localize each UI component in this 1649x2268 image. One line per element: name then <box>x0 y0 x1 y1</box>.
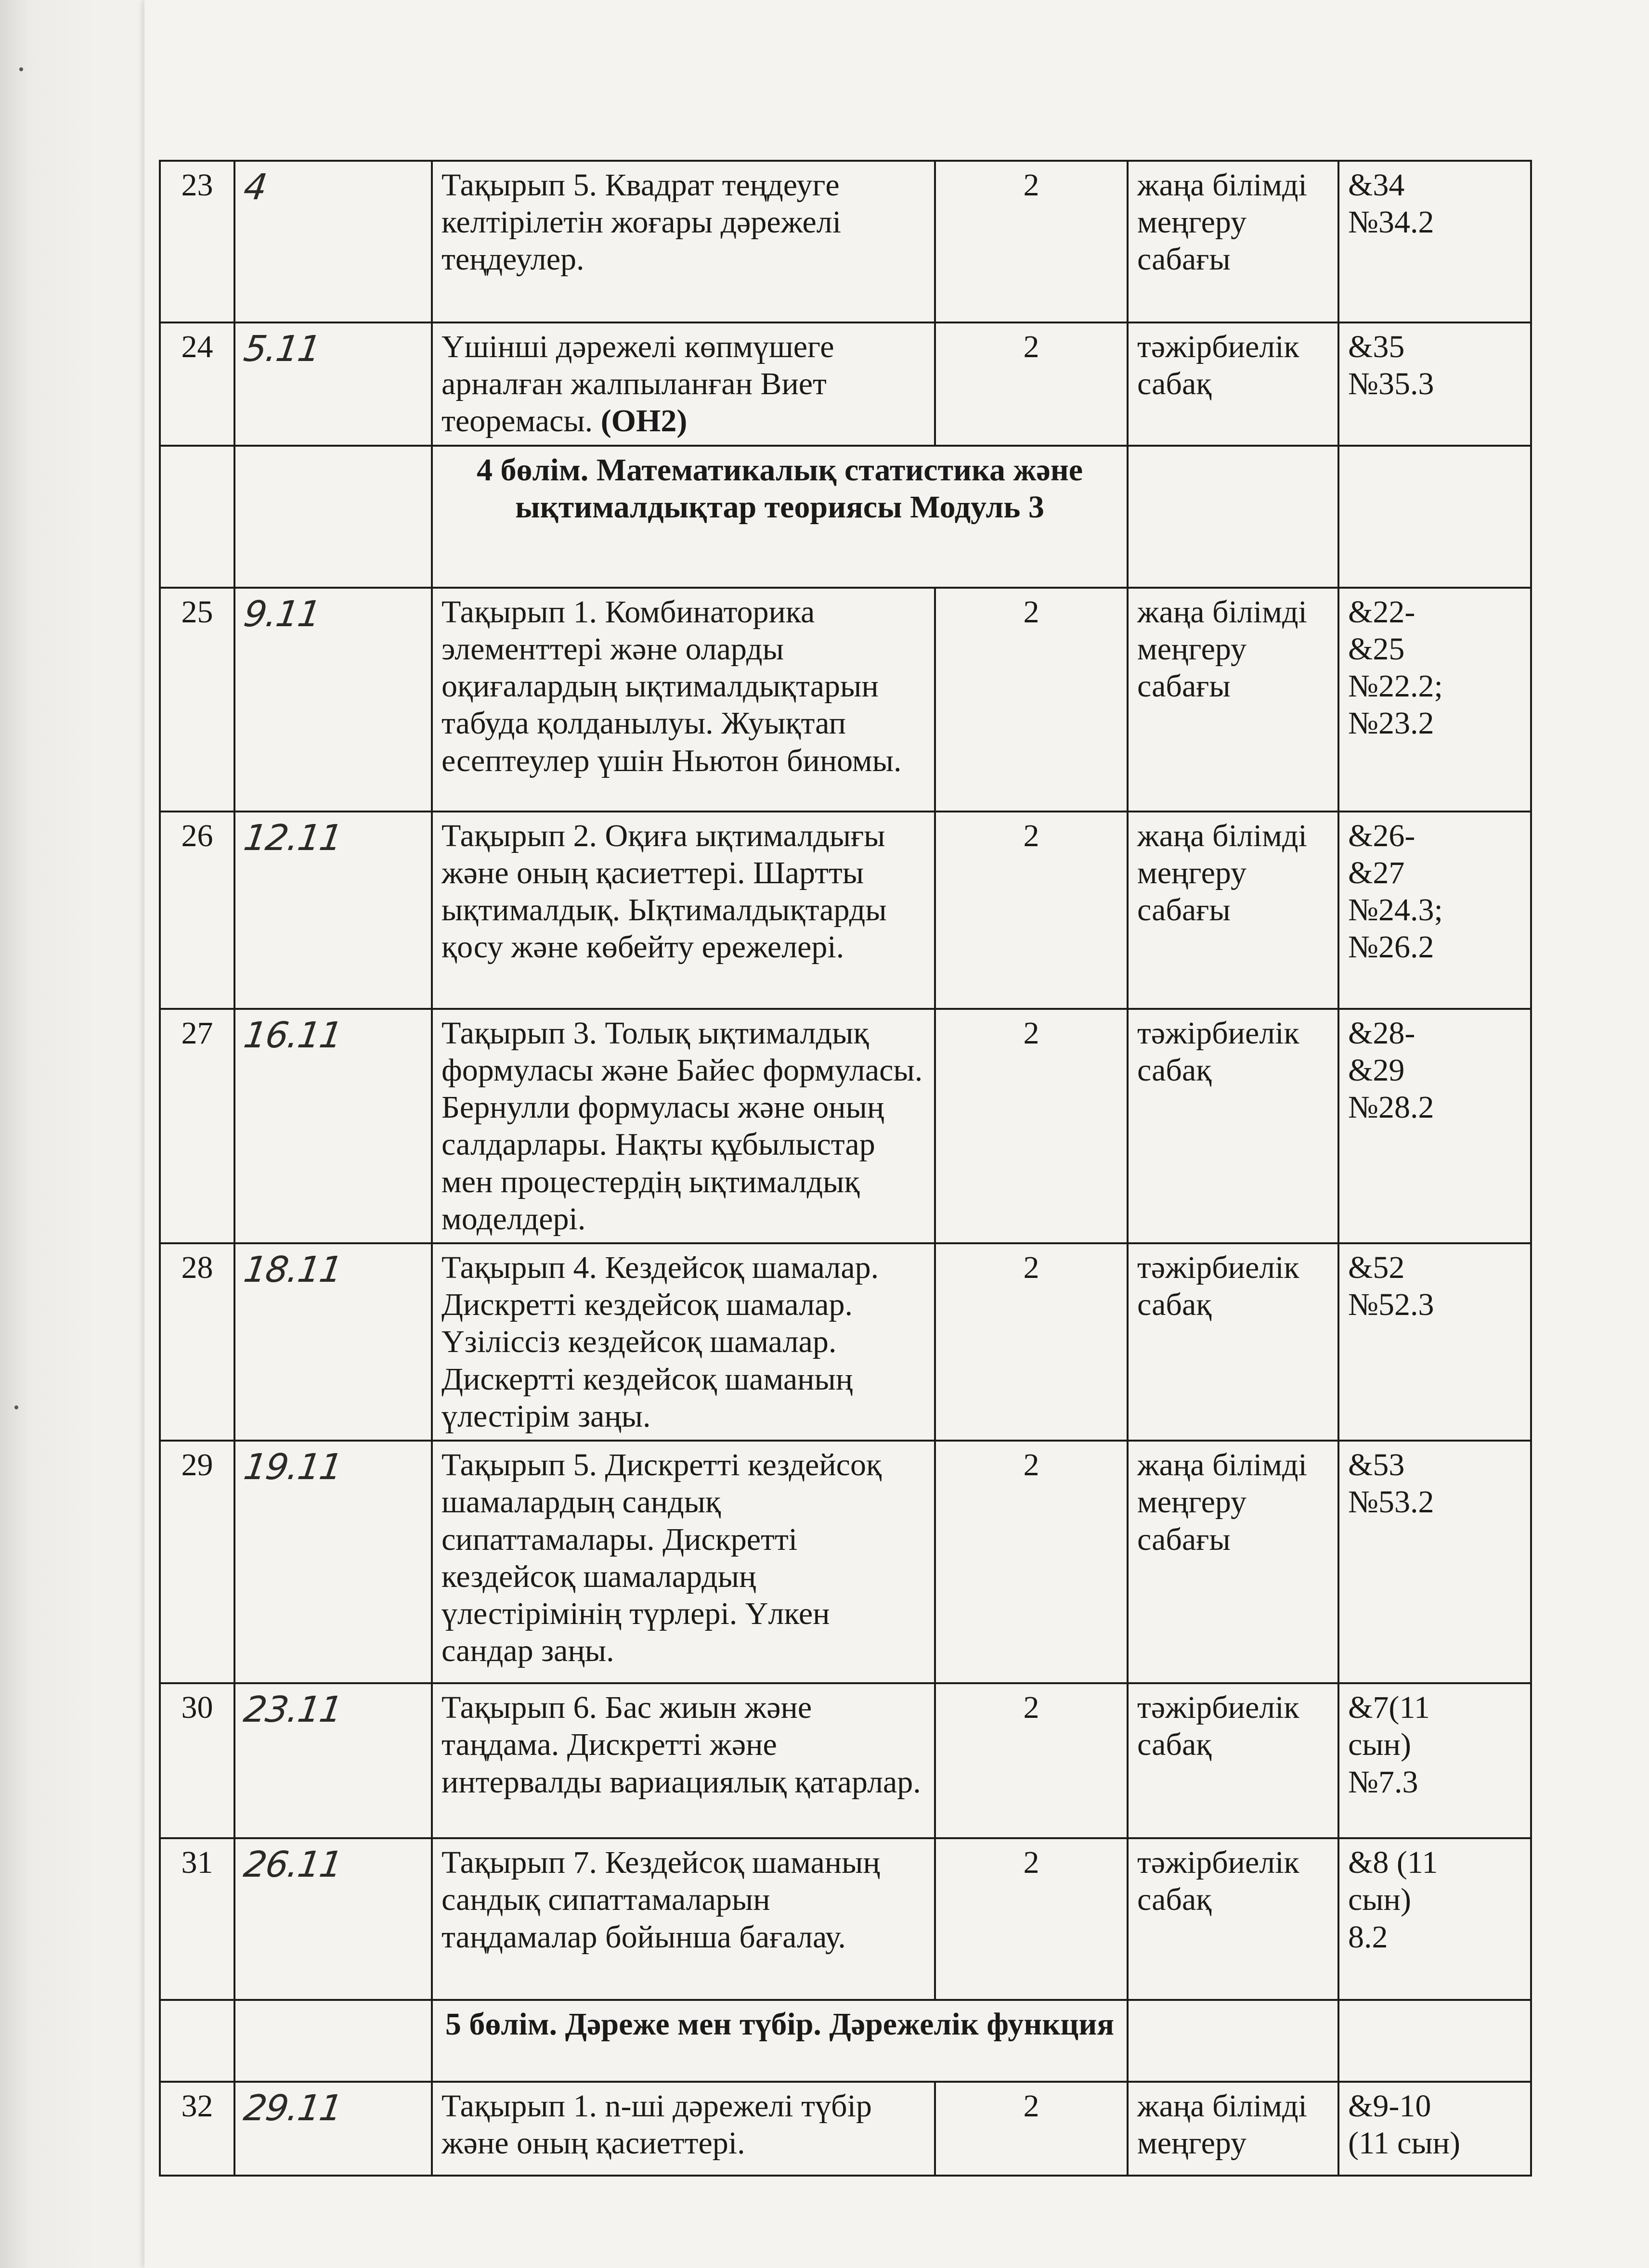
lesson-type-cell <box>1128 588 1338 812</box>
topic-title: Тақырып 7. Кездейсоқ шаманың сандық сипаттамаларын таңдамалар бойынша бағалау. <box>441 1845 880 1955</box>
lesson-type: тәжірбиелік сабақ <box>1137 329 1299 402</box>
reference-cell <box>1338 322 1531 446</box>
date-cell <box>234 1838 432 2000</box>
lesson-type: жаңа білімді меңгеру сабағы <box>1137 818 1307 928</box>
lesson-type-cell <box>1128 2082 1338 2176</box>
topic-cell <box>432 322 935 446</box>
row-number: 30 <box>160 1683 234 1838</box>
lesson-type: жаңа білімді меңгеру <box>1137 2088 1307 2161</box>
empty-cell <box>160 2000 234 2082</box>
reference-cell <box>1338 1838 1531 2000</box>
table-row <box>160 1683 1531 1838</box>
reference-cell <box>1338 1243 1531 1441</box>
row-number: 32 <box>160 2082 234 2176</box>
date-cell <box>234 1683 432 1838</box>
topic-title: Тақырып 1. n-ші дәрежелі түбір және оның қасиеттері. <box>441 2088 872 2161</box>
handwritten-date: 26.11 <box>241 1844 344 1886</box>
topic-title: Тақырып 5. Дискретті кездейсоқ шамалардың сандық сипаттамалары. Дискретті кездейсоқ шамалардың үлестірімінің түрлері. Үлкен сандар заңы. <box>441 1447 882 1669</box>
table-row <box>160 322 1531 446</box>
handwritten-date: 19.11 <box>241 1446 344 1488</box>
empty-cell <box>160 446 234 588</box>
hours-cell: 2 <box>935 1243 1128 1441</box>
topic-cell <box>432 1243 935 1441</box>
reference-cell <box>1338 1441 1531 1683</box>
topic-text <box>441 593 925 779</box>
topic-title: Тақырып 3. Толық ықтималдық формуласы және Байес формуласы. Бернулли формуласы және оның салдарлары. Нақты құбылыстар мен процестердің ықтималдық моделдері. <box>441 1015 923 1237</box>
textbook-reference: &35 №35.3 <box>1348 329 1434 402</box>
lesson-type: жаңа білімді меңгеру сабағы <box>1137 168 1307 277</box>
topic-cell <box>432 588 935 812</box>
lesson-type: жаңа білімді меңгеру сабағы <box>1137 594 1307 704</box>
date-cell <box>234 161 432 322</box>
learning-outcome-code: (ОН2) <box>600 403 688 439</box>
handwritten-date: 23.11 <box>241 1689 344 1731</box>
lesson-type-cell <box>1128 1009 1338 1243</box>
hours-cell: 2 <box>935 1838 1128 2000</box>
table-row <box>160 1243 1531 1441</box>
textbook-reference: &22- &25 №22.2; №23.2 <box>1348 594 1443 741</box>
lesson-type: тәжірбиелік сабақ <box>1137 1845 1299 1918</box>
hours-cell: 2 <box>935 1009 1128 1243</box>
topic-text <box>441 1689 925 1801</box>
topic-text <box>441 2088 925 2162</box>
table-row <box>160 161 1531 322</box>
table-row <box>160 1838 1531 2000</box>
empty-cell <box>234 2000 432 2082</box>
topic-cell <box>432 1683 935 1838</box>
topic-cell <box>432 1009 935 1243</box>
textbook-reference: &9-10 (11 сын) <box>1348 2088 1460 2161</box>
lesson-type-cell <box>1128 812 1338 1009</box>
topic-cell <box>432 1838 935 2000</box>
section-header-row <box>160 2000 1531 2082</box>
row-number: 26 <box>160 812 234 1009</box>
empty-cell <box>234 446 432 588</box>
hours-cell: 2 <box>935 588 1128 812</box>
row-number: 28 <box>160 1243 234 1441</box>
date-cell <box>234 1441 432 1683</box>
topic-text <box>441 1249 925 1435</box>
topic-cell <box>432 812 935 1009</box>
lesson-type-cell <box>1128 161 1338 322</box>
topic-cell <box>432 161 935 322</box>
topic-title: Үшінші дәрежелі көпмүшеге арналған жалпыланған Виет теоремасы. <box>441 329 834 439</box>
topic-text <box>441 1015 925 1237</box>
date-cell <box>234 2082 432 2176</box>
hours-cell: 2 <box>935 1441 1128 1683</box>
topic-title: Тақырып 5. Квадрат теңдеугe келтірілетін жоғары дәрежелі теңдеулер. <box>441 168 842 277</box>
date-cell <box>234 812 432 1009</box>
topic-cell <box>432 2082 935 2176</box>
table-row <box>160 2082 1531 2176</box>
section-title: 4 бөлім. Математикалық статистика және ықтималдықтар теориясы Модуль 3 <box>432 446 1128 588</box>
empty-cell <box>1338 2000 1531 2082</box>
topic-cell <box>432 1441 935 1683</box>
handwritten-date: 5.11 <box>241 328 323 370</box>
lesson-type-cell <box>1128 1243 1338 1441</box>
textbook-reference: &34 №34.2 <box>1348 168 1434 240</box>
scan-speck <box>14 1405 18 1409</box>
textbook-reference: &52 №52.3 <box>1348 1250 1434 1323</box>
row-number: 25 <box>160 588 234 812</box>
lesson-type: тәжірбиелік сабақ <box>1137 1015 1299 1088</box>
handwritten-date: 12.11 <box>241 817 344 859</box>
topic-text <box>441 1844 925 1956</box>
row-number: 24 <box>160 322 234 446</box>
row-number: 29 <box>160 1441 234 1683</box>
textbook-reference: &53 №53.2 <box>1348 1447 1434 1520</box>
section-header-row <box>160 446 1531 588</box>
lesson-type: тәжірбиелік сабақ <box>1137 1250 1299 1323</box>
table-row <box>160 588 1531 812</box>
lesson-type-cell <box>1128 1683 1338 1838</box>
reference-cell <box>1338 1683 1531 1838</box>
reference-cell <box>1338 812 1531 1009</box>
reference-cell <box>1338 161 1531 322</box>
handwritten-date: 18.11 <box>241 1249 344 1290</box>
row-number: 23 <box>160 161 234 322</box>
textbook-reference: &7(11 сын) №7.3 <box>1348 1690 1430 1800</box>
hours-cell: 2 <box>935 1683 1128 1838</box>
handwritten-date: 16.11 <box>241 1014 344 1056</box>
date-cell <box>234 588 432 812</box>
hours-cell: 2 <box>935 322 1128 446</box>
lesson-type: тәжірбиелік сабақ <box>1137 1690 1299 1763</box>
reference-cell <box>1338 2082 1531 2176</box>
table-row <box>160 1009 1531 1243</box>
lesson-type-cell <box>1128 322 1338 446</box>
topic-text <box>441 167 925 278</box>
date-cell <box>234 322 432 446</box>
reference-cell <box>1338 588 1531 812</box>
topic-text <box>441 817 925 966</box>
textbook-reference: &28- &29 №28.2 <box>1348 1015 1434 1125</box>
hours-cell: 2 <box>935 161 1128 322</box>
row-number: 27 <box>160 1009 234 1243</box>
textbook-reference: &8 (11 сын) 8.2 <box>1348 1845 1438 1955</box>
table-row <box>160 812 1531 1009</box>
hours-cell: 2 <box>935 2082 1128 2176</box>
date-cell <box>234 1009 432 1243</box>
handwritten-date: 29.11 <box>241 2088 344 2129</box>
date-cell <box>234 1243 432 1441</box>
topic-text <box>441 1446 925 1669</box>
section-title: 5 бөлім. Дәреже мен түбір. Дәрежелік функция <box>432 2000 1128 2082</box>
row-number: 31 <box>160 1838 234 2000</box>
lesson-type: жаңа білімді меңгеру сабағы <box>1137 1447 1307 1557</box>
empty-cell <box>1338 446 1531 588</box>
topic-title: Тақырып 4. Кездейсоқ шамалар. Дискретті кездейсоқ шамалар. Үзіліссіз кездейсоқ шамалар. Дискертті кездейсоқ шаманың үлестірім заңы. <box>441 1250 879 1434</box>
lesson-type-cell <box>1128 1838 1338 2000</box>
topic-title: Тақырып 6. Бас жиын және таңдама. Дискретті және интервалды вариациялық қатарлар. <box>441 1690 921 1800</box>
table-row <box>160 1441 1531 1683</box>
lesson-type-cell <box>1128 1441 1338 1683</box>
empty-cell <box>1128 446 1338 588</box>
topic-title: Тақырып 2. Оқиға ықтималдығы және оның қасиеттері. Шартты ықтималдық. Ықтималдықтарды қосу және көбейту ережелері. <box>441 818 887 965</box>
handwritten-date: 4 <box>241 167 269 208</box>
handwritten-date: 9.11 <box>241 593 323 635</box>
scan-speck <box>19 67 23 71</box>
textbook-reference: &26- &27 №24.3; №26.2 <box>1348 818 1443 965</box>
empty-cell <box>1128 2000 1338 2082</box>
topic-title: Тақырып 1. Комбинаторика элементтері және оларды оқиғалардың ықтималдықтарын табуда қолданылуы. Жуықтап есептеулер үшін Ньютон биномы. <box>441 594 902 778</box>
reference-cell <box>1338 1009 1531 1243</box>
schedule-table <box>159 160 1532 2177</box>
hours-cell: 2 <box>935 812 1128 1009</box>
topic-text <box>441 328 925 440</box>
